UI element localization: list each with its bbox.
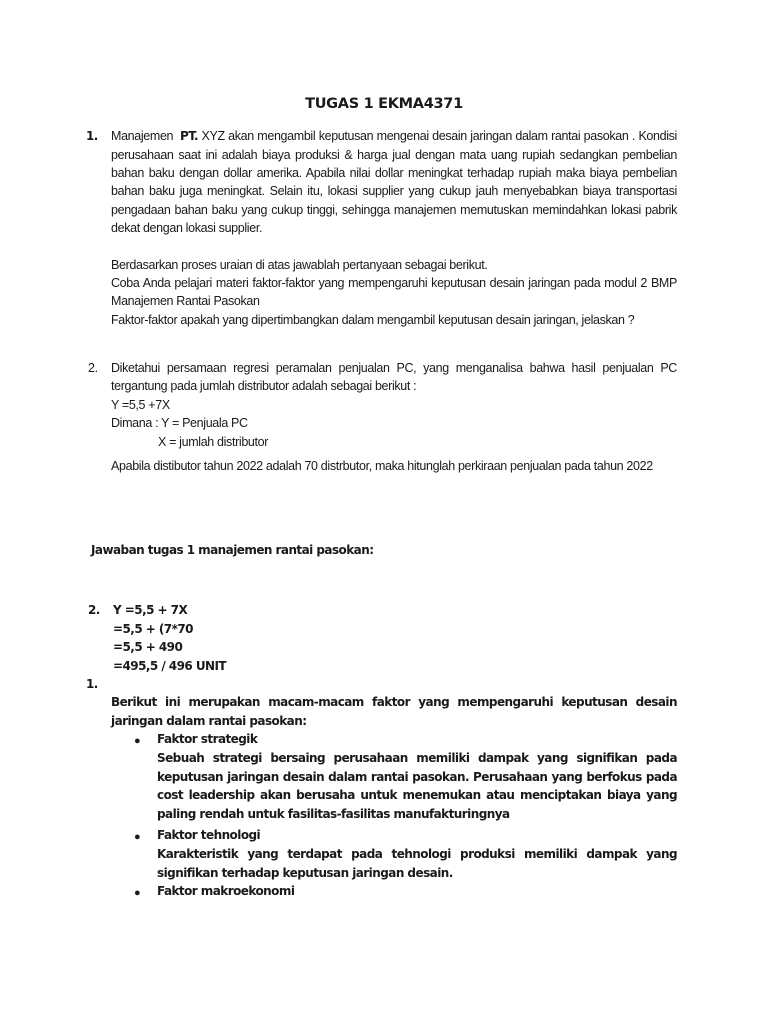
question-1-question: Faktor-faktor apakah yang dipertimbangkan dalam mengambil keputusan desain jaringan, jelaskan ?: [111, 312, 635, 327]
question-2-number: 2.: [88, 361, 98, 375]
factor-description: Karakteristik yang terdapat pada tehnologi produksi memiliki dampak yang signifikan terhadap keputusan jaringan desain.: [157, 847, 677, 880]
bullet-icon: ●: [134, 887, 141, 899]
answer-2-line: =5,5 + (7*70: [113, 621, 193, 636]
question-1-body: [111, 127, 677, 329]
bullet-icon: ●: [134, 831, 141, 843]
question-2-body: [111, 359, 677, 475]
answers-heading: Jawaban tugas 1 manajemen rantai pasokan:: [91, 543, 374, 557]
answer-2-line: =5,5 + 490: [113, 640, 183, 655]
question-2-where-y: Dimana : Y = Penjuala PC: [111, 416, 248, 431]
bullet-icon: ●: [134, 735, 141, 747]
question-1-text: XYZ akan mengambil keputusan mengenai desain jaringan dalam rantai pasokan . Kondisi perusahaan saat ini adalah biaya produksi & harga jual dengan mata uang rupiah sedangkan pembelian bahan baku dengan dollar amerika. Apabila nilai dollar meningkat terhadap rupiah maka biaya pembelian bahan baku juga meningkat. Selain itu, lokasi supplier yang cukup jauh menyebabkan biaya transportasi pengadaan bahan baku yang cukup tinggi, sehingga manajemen memutuskan memindahkan lokasi pabrik dekat dengan lokasi supplier.: [111, 129, 677, 236]
question-2-text: Diketahui persamaan regresi peramalan penjualan PC, yang menganalisa bahwa hasil penjualan PC tergantung pada jumlah distributor adalah sebagai berikut :: [111, 361, 677, 394]
factor-name: Faktor makroekonomi: [157, 884, 295, 898]
question-1-lead-word: Manajemen: [111, 129, 174, 143]
question-1-instruction-1: Berdasarkan proses uraian di atas jawablah pertanyaan sebagai berikut.: [111, 257, 488, 272]
question-2-equation: Y =5,5 +7X: [111, 397, 170, 412]
answer-2-line: Y =5,5 + 7X: [113, 603, 188, 617]
answer-2-lines: [113, 601, 226, 675]
question-1-case: [111, 127, 677, 238]
answer-2-line: =495,5 / 496 UNIT: [113, 658, 227, 673]
answer-1-intro: Berikut ini merupakan macam-macam faktor yang mempengaruhi keputusan desain jaringan dalam rantai pasokan:: [111, 695, 677, 728]
answer-2-number: 2.: [88, 603, 100, 617]
question-2-question: Apabila distibutor tahun 2022 adalah 70 distrbutor, maka hitunglah perkiraan penjualan pada tahun 2022: [111, 459, 653, 474]
factor-description: Sebuah strategi bersaing perusahaan memiliki dampak yang signifikan pada keputusan jaringan desain dalam rantai pasokan. Perusahaan yang berfokus pada cost leadership akan berusaha untuk menemukan atau menciptakan biaya yang paling rendah untuk fasilitas-fasilitas manufakturingnya: [157, 751, 677, 821]
answer-1-number: 1.: [86, 677, 98, 691]
question-2-where-x: X = jumlah distributor: [158, 434, 269, 449]
question-1-instruction-2: Coba Anda pelajari materi faktor-faktor yang mempengaruhi keputusan desain jaringan pada modul 2 BMP Manajemen Rantai Pasokan: [111, 276, 677, 309]
factor-name: Faktor strategik: [157, 732, 258, 746]
question-1-company: PT.: [180, 129, 199, 143]
factor-name: Faktor tehnologi: [157, 828, 261, 842]
question-1-number: 1.: [86, 129, 98, 143]
document-title: TUGAS 1 EKMA4371: [305, 96, 463, 112]
